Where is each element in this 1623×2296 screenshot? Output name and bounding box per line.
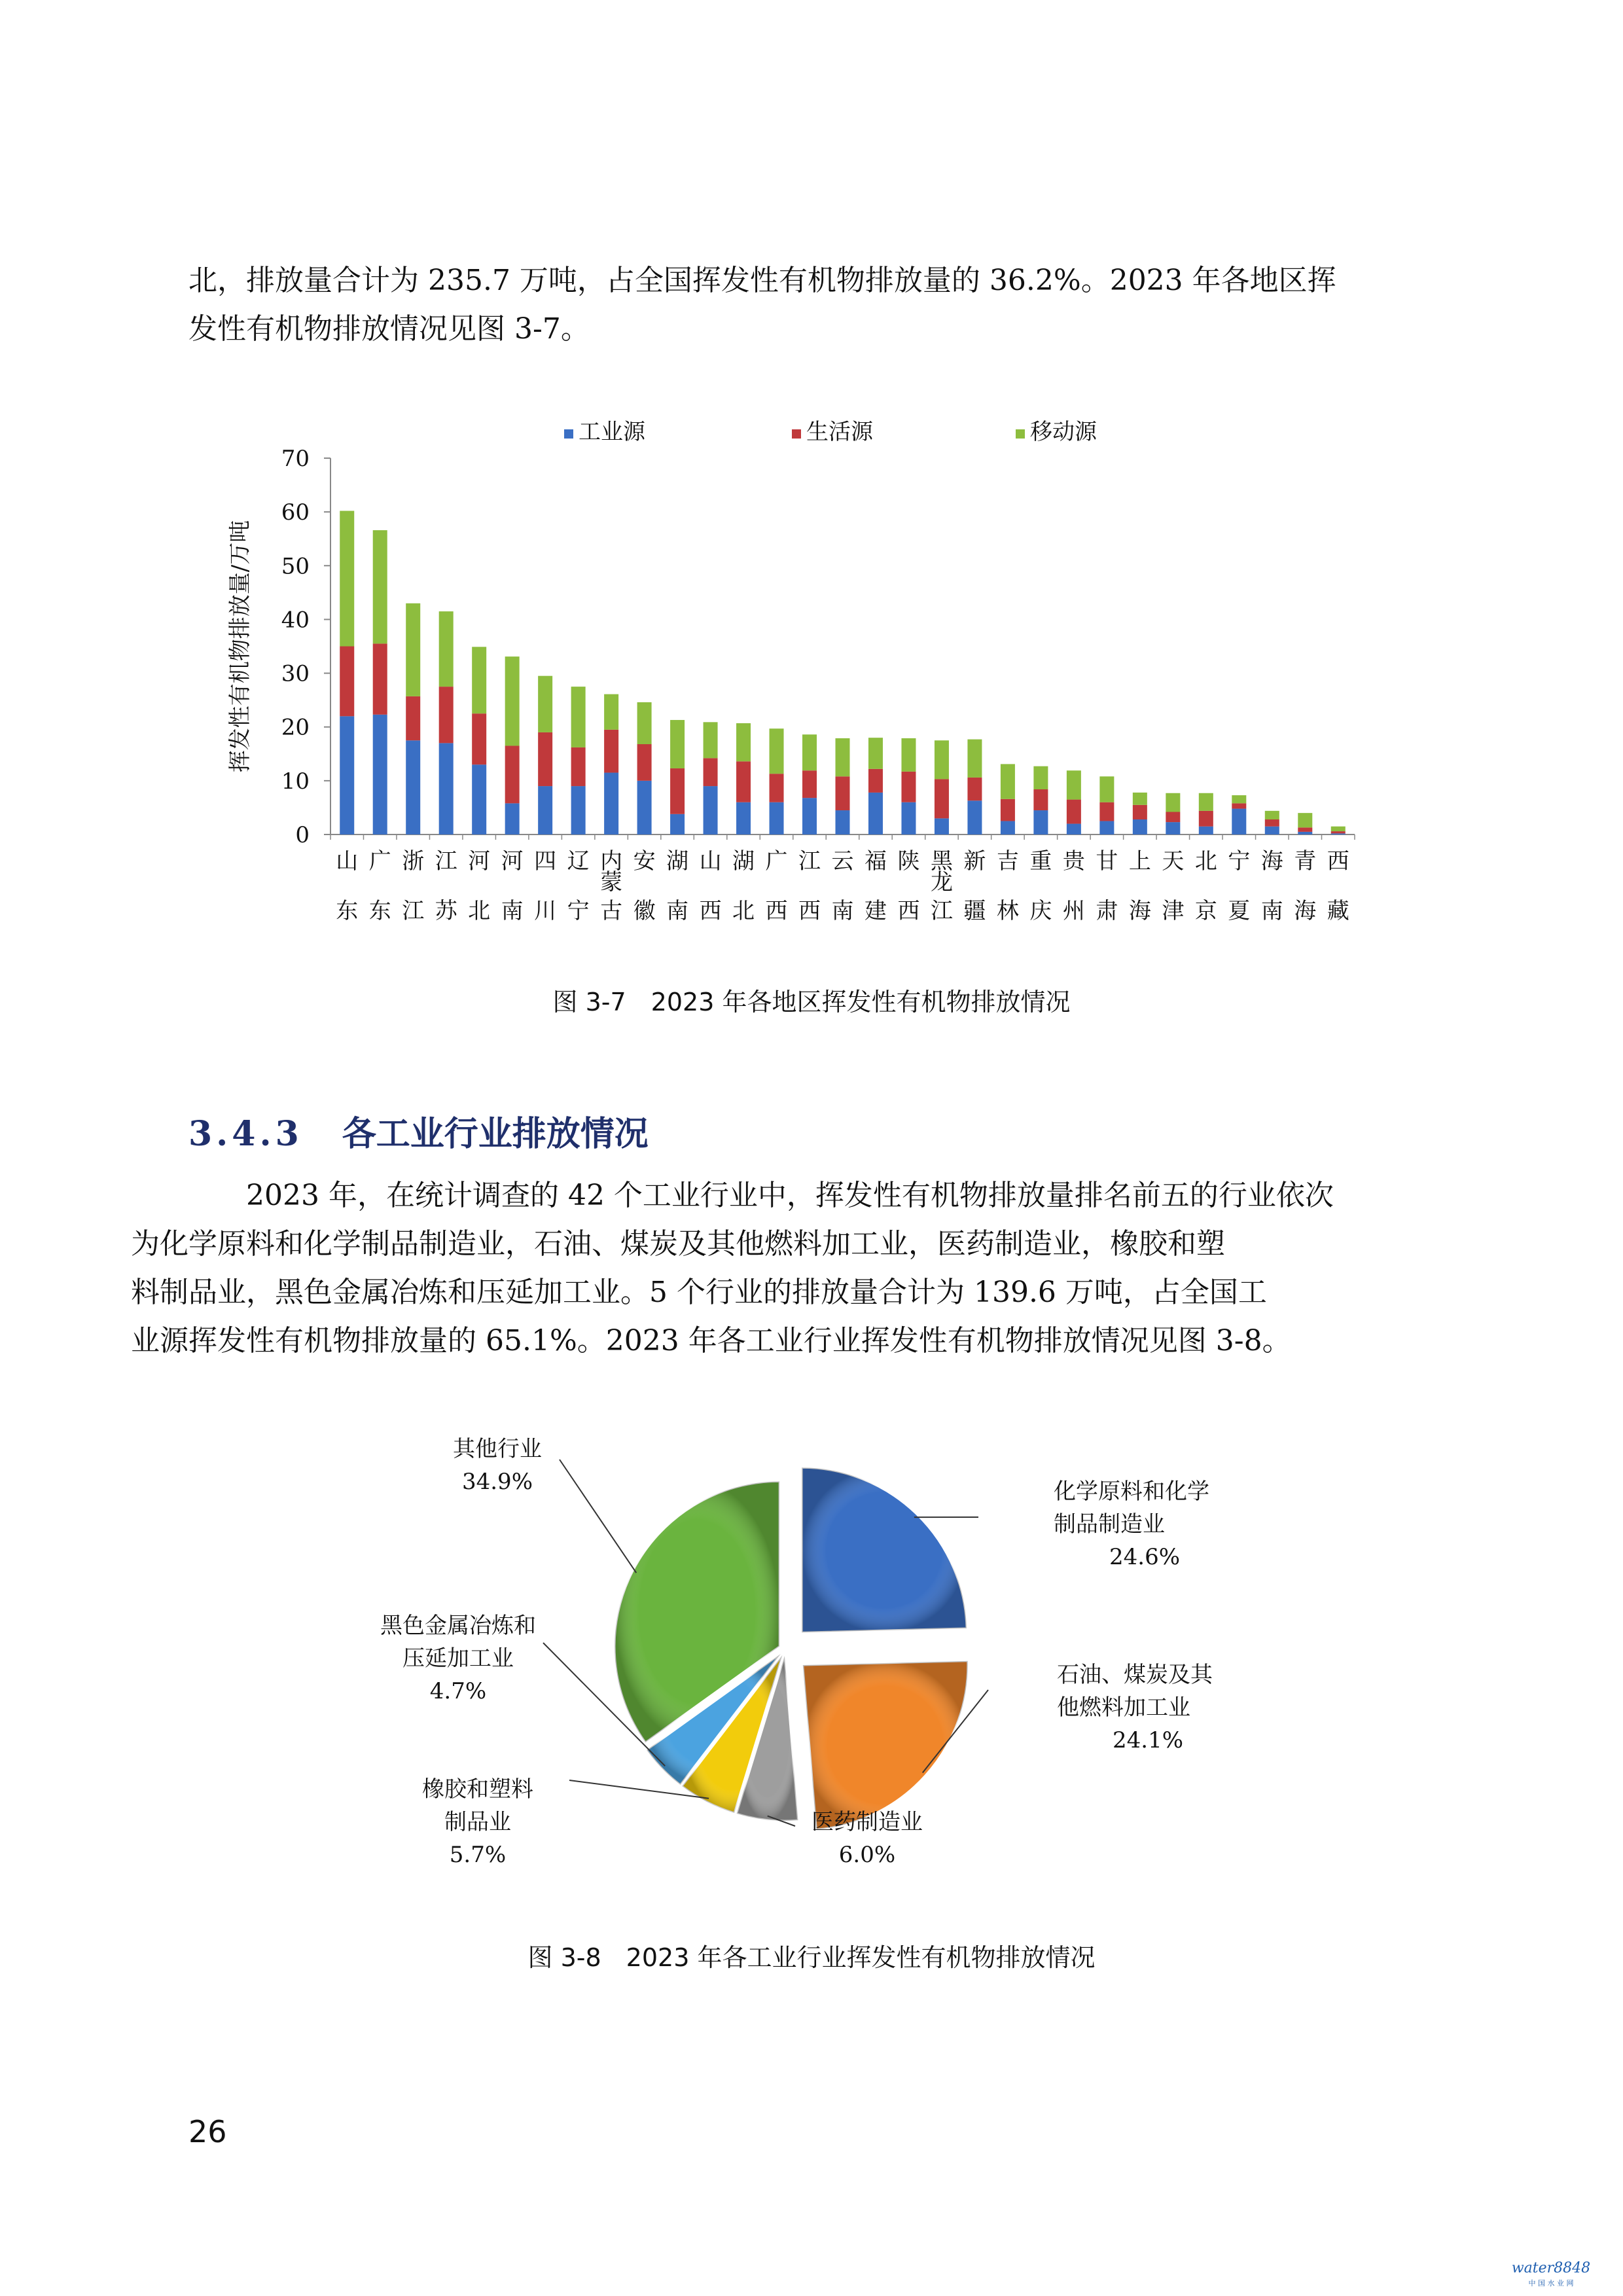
x-tick-label: 甘 [1096,848,1118,874]
bar-segment [1166,812,1180,823]
x-tick-label: 天 [1162,848,1185,874]
bar-segment [836,810,850,834]
x-tick-label: 古 [600,898,623,924]
y-tick-label: 0 [295,822,310,848]
bar-segment [1265,827,1279,834]
x-tick-label: 南 [831,898,854,924]
bar-segment [604,730,618,773]
x-tick-label: 南 [666,898,689,924]
bar-segment [472,713,486,764]
pie-percent-label: 4.7% [429,1678,487,1704]
legend-label: 工业源 [579,419,645,445]
bar-segment [1067,800,1081,824]
bar-segment [1199,827,1213,834]
bar-segment [373,643,387,714]
x-tick-label: 江 [930,898,953,924]
x-tick-label: 新 [963,848,986,874]
bar-segment [505,745,520,803]
bar-segment [472,647,486,713]
bar-segment [340,716,354,834]
pie-percent-label: 24.1% [1113,1727,1184,1753]
paragraph-line: 北，排放量合计为 235.7 万吨，占全国挥发性有机物排放量的 36.2%。2023 年各地区挥 [188,264,1336,297]
bar-segment [406,740,420,834]
bar-segment [1331,833,1346,834]
bar-segment [836,776,850,810]
x-tick-label: 福 [864,848,887,874]
bar-segment [967,778,982,800]
pie-category-label: 黑色金属冶炼和 [380,1613,536,1639]
paragraph-line: 发性有机物排放情况见图 3-7。 [188,312,590,346]
bar-segment [935,740,949,779]
bar-segment [1133,793,1147,805]
bar-segment [637,702,652,744]
x-tick-label: 重 [1029,848,1052,874]
x-tick-label: 贵 [1062,848,1085,874]
bar-segment [1265,819,1279,827]
x-tick-label: 南 [1260,898,1283,924]
x-tick-label: 海 [1294,898,1317,924]
x-tick-label: 内 [600,848,623,874]
x-tick-label: 北 [732,898,755,924]
bar-segment [1265,811,1279,819]
bar-segment [868,738,883,769]
bar-segment [571,687,586,747]
bar-segment [505,656,520,745]
pie-percent-label: 6.0% [838,1842,896,1868]
bar-segment [967,800,982,834]
x-tick-label: 湖 [666,848,689,874]
bar-segment [373,715,387,834]
pie-category-label: 他燃料加工业 [1057,1695,1190,1721]
x-tick-label: 广 [765,848,788,874]
x-tick-label: 广 [368,848,391,874]
bar-segment [770,728,784,774]
bar-segment [1001,764,1015,798]
x-tick-label: 京 [1194,898,1217,924]
legend-label: 生活源 [806,419,873,445]
pie-slices [615,1467,968,1829]
x-tick-label: 北 [1194,848,1217,874]
x-tick-label: 林 [996,898,1019,924]
bar-segment [1067,770,1081,799]
x-tick-label: 江 [435,848,457,874]
bar-segment [935,779,949,818]
y-tick-label: 70 [281,446,310,472]
bar-chart-bars [340,511,1346,835]
bar-segment [637,744,652,781]
x-tick-label: 云 [831,848,854,874]
x-tick-label: 疆 [963,898,986,924]
x-tick-label: 江 [402,898,425,924]
bar-segment [1133,805,1147,819]
x-tick-label: 青 [1294,848,1317,874]
x-tick-label: 海 [1260,848,1283,874]
bar-segment [736,761,751,802]
y-tick-label: 10 [281,768,310,795]
y-tick-label: 60 [281,499,310,526]
bar-chart-axes [227,446,1355,848]
bar-segment [802,770,817,798]
pie-slice-shade [802,1467,967,1632]
y-tick-label: 40 [281,607,310,634]
bar-segment [505,803,520,834]
x-tick-label: 徽 [633,898,656,924]
x-tick-label: 肃 [1096,898,1118,924]
x-tick-label: 山 [336,848,359,874]
legend-swatch [1016,429,1025,439]
bar-segment [1199,811,1213,827]
bar-segment [472,764,486,834]
x-tick-label: 上 [1128,848,1151,874]
x-tick-label: 海 [1128,898,1151,924]
x-tick-label: 西 [699,898,722,924]
y-axis-label: 挥发性有机物排放量/万吨 [227,520,253,773]
x-tick-label: 州 [1062,898,1085,924]
x-tick-label: 北 [468,898,491,924]
bar-segment [670,768,685,814]
bar-segment [1298,832,1312,834]
bar-segment [770,802,784,834]
x-tick-label: 蒙 [600,869,623,895]
x-tick-label: 庆 [1029,898,1052,924]
bar-segment [967,740,982,778]
x-tick-label: 川 [534,898,557,924]
legend-swatch [564,429,573,439]
bar-segment [340,647,354,717]
bar-segment [1331,831,1346,833]
bar-segment [604,773,618,834]
bar-segment [1199,793,1213,811]
bar-segment [935,818,949,834]
section-title-text: 各工业行业排放情况 [342,1114,649,1154]
x-tick-label: 宁 [1228,848,1251,874]
pie-category-label: 制品制造业 [1054,1511,1165,1537]
bar-segment [1232,795,1246,803]
pie-percent-label: 5.7% [449,1842,507,1868]
bar-segment [373,530,387,643]
bar-segment [670,814,685,834]
paragraph-line: 2023 年，在统计调查的 42 个工业行业中，挥发性有机物排放量排名前五的行业依次 [246,1179,1334,1212]
bar-segment [1099,821,1114,834]
legend-swatch [792,429,801,439]
watermark-brand: water8848 [1511,2260,1591,2276]
bar-segment [439,611,454,687]
bar-segment [1298,813,1312,827]
bar-segment [538,676,552,732]
bar-segment [868,769,883,793]
bar-segment [1033,789,1048,810]
watermark-subtitle: 中 国 水 业 网 [1528,2279,1574,2287]
bar-segment [439,687,454,743]
pie-percent-label: 34.9% [461,1469,533,1495]
bar-segment [1331,827,1346,831]
bar-segment [538,786,552,834]
x-tick-label: 黑 [930,848,953,874]
bar-segment [340,511,354,647]
industry-voc-pie-chart [0,1427,1623,1885]
bar-segment [736,802,751,834]
x-tick-label: 龙 [930,869,953,895]
x-tick-label: 四 [534,848,557,874]
bar-segment [1232,809,1246,834]
bar-segment [439,743,454,834]
bar-segment [736,723,751,761]
intro-paragraph [188,257,1438,353]
bar-segment [704,786,718,834]
x-tick-label: 西 [798,898,821,924]
bar-segment [1298,827,1312,832]
pie-category-label: 医药制造业 [812,1809,923,1835]
x-tick-label: 建 [864,898,887,924]
watermark-logo [1499,2257,1603,2289]
pie-slice-shade [803,1661,968,1829]
pie-category-label: 制品业 [444,1809,511,1835]
x-tick-label: 安 [633,848,656,874]
figure-3-8-caption: 图 3-8 2023 年各工业行业挥发性有机物排放情况 [527,1943,1096,1972]
bar-chart-legend [564,419,1097,445]
y-tick-label: 50 [281,553,310,580]
body-paragraph [131,1172,1438,1365]
bar-segment [1001,821,1015,834]
bar-segment [604,694,618,730]
bar-segment [406,696,420,740]
bar-segment [1033,766,1048,789]
x-tick-label: 湖 [732,848,755,874]
bar-segment [1033,810,1048,834]
bar-segment [1099,776,1114,802]
figure-3-7-caption: 图 3-7 2023 年各地区挥发性有机物排放情况 [552,988,1071,1016]
regional-voc-bar-chart [0,406,1623,982]
bar-segment [1067,824,1081,834]
bar-segment [704,758,718,786]
pie-category-label: 橡胶和塑料 [422,1776,533,1803]
x-tick-label: 夏 [1228,898,1251,924]
bar-segment [901,772,916,802]
bar-segment [406,603,420,696]
x-tick-label: 津 [1162,898,1185,924]
bar-segment [704,722,718,758]
paragraph-line: 业源挥发性有机物排放量的 65.1%。2023 年各工业行业挥发性有机物排放情况见图 3-8。 [131,1324,1291,1357]
bar-segment [1166,793,1180,812]
bar-segment [637,781,652,834]
bar-segment [571,747,586,786]
x-tick-label: 西 [765,898,788,924]
x-tick-label: 藏 [1327,898,1349,924]
pie-category-label: 化学原料和化学 [1054,1479,1209,1505]
bar-segment [802,798,817,834]
x-tick-label: 辽 [567,848,590,874]
bar-segment [836,738,850,776]
bar-segment [770,774,784,802]
y-tick-label: 20 [281,714,310,741]
x-tick-label: 陕 [897,848,920,874]
bar-segment [571,786,586,834]
pie-percent-label: 24.6% [1109,1544,1181,1570]
paragraph-line: 为化学原料和化学制品制造业，石油、煤炭及其他燃料加工业，医药制造业，橡胶和塑 [131,1227,1225,1261]
x-tick-label: 河 [468,848,491,874]
x-tick-label: 西 [1327,848,1349,874]
x-tick-label: 吉 [996,848,1019,874]
bar-chart-x-labels [336,848,1349,924]
bar-segment [538,732,552,786]
section-heading [188,1106,649,1155]
x-tick-label: 南 [501,898,524,924]
y-tick-label: 30 [281,660,310,687]
pie-leader-line [560,1460,636,1573]
bar-segment [1133,819,1147,834]
x-tick-label: 东 [368,898,391,924]
x-tick-label: 浙 [402,848,425,874]
x-tick-label: 江 [798,848,821,874]
x-tick-label: 宁 [567,898,590,924]
bar-segment [1099,802,1114,821]
pie-category-label: 其他行业 [453,1436,542,1462]
bar-segment [802,734,817,770]
x-tick-label: 苏 [435,898,457,924]
legend-label: 移动源 [1030,419,1097,445]
section-number: 3.4.3 [188,1114,303,1154]
pie-category-label: 压延加工业 [402,1645,514,1672]
bar-segment [1166,822,1180,834]
bar-segment [1001,799,1015,821]
paragraph-line: 料制品业，黑色金属冶炼和压延加工业。5 个行业的排放量合计为 139.6 万吨，占全国工 [131,1276,1267,1309]
pie-category-label: 石油、煤炭及其 [1057,1662,1213,1688]
x-tick-label: 河 [501,848,524,874]
bar-segment [868,793,883,834]
bar-segment [1232,803,1246,808]
x-tick-label: 山 [699,848,722,874]
bar-segment [901,738,916,772]
x-tick-label: 西 [897,898,920,924]
bar-segment [901,802,916,834]
bar-segment [670,720,685,768]
page-number: 26 [188,2114,227,2149]
x-tick-label: 东 [336,898,359,924]
